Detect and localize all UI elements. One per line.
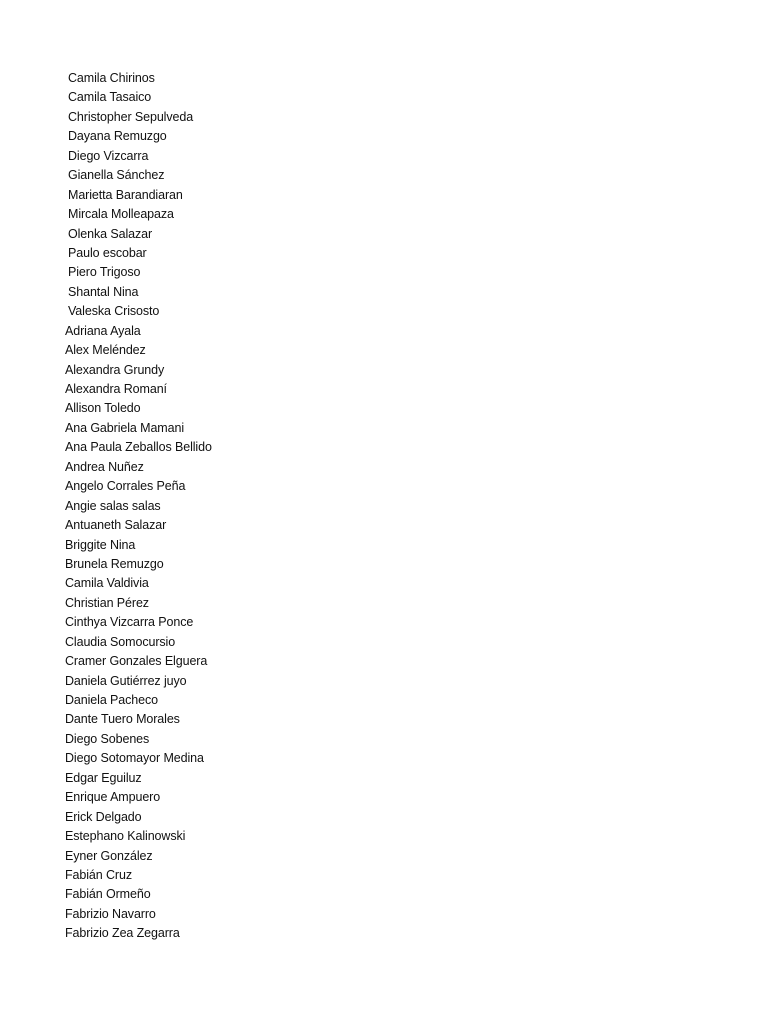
list-item: Angelo Corrales Peña <box>65 479 186 494</box>
list-item: Erick Delgado <box>65 809 142 824</box>
list-item: Mircala Molleapaza <box>68 207 174 222</box>
list-item: Claudia Somocursio <box>65 634 176 649</box>
list-item: Briggite Nina <box>65 537 136 552</box>
list-item: Shantal Nina <box>68 284 139 299</box>
list-item: Alexandra Romaní <box>65 382 167 396</box>
list-item: Camila Tasaico <box>68 90 152 105</box>
list-item: Enrique Ampuero <box>65 790 161 805</box>
list-item: Alexandra Grundy <box>65 362 165 377</box>
list-item: Christopher Sepulveda <box>68 109 194 124</box>
list-item: Fabrizio Zea Zegarra <box>65 926 180 941</box>
list-item: Eyner González <box>65 848 153 863</box>
list-item: Diego Sobenes <box>65 731 150 746</box>
list-item: Antuaneth Salazar <box>65 518 167 533</box>
list-item: Diego Sotomayor Medina <box>65 751 204 766</box>
list-item: Daniela Pacheco <box>65 693 159 707</box>
list-item: Camila Valdivia <box>65 576 149 591</box>
list-item: Diego Vizcarra <box>68 148 149 163</box>
list-item: Fabrizio Navarro <box>65 906 156 921</box>
list-item: Adriana Ayala <box>65 323 141 338</box>
list-item: Ana Paula Zeballos Bellido <box>65 440 212 455</box>
list-item: Fabián Ormeño <box>65 887 151 902</box>
list-item: Allison Toledo <box>65 401 141 416</box>
list-item: Cramer Gonzales Elguera <box>65 654 208 669</box>
list-item: Daniela Gutiérrez juyo <box>65 673 187 688</box>
list-item: Fabián Cruz <box>65 867 132 882</box>
list-item: Olenka Salazar <box>68 226 153 241</box>
list-item: Paulo escobar <box>68 245 147 260</box>
list-item: Piero Trigoso <box>68 265 141 280</box>
name-list <box>0 69 212 944</box>
list-item: Dayana Remuzgo <box>68 129 167 144</box>
list-item: Estephano Kalinowski <box>65 829 186 844</box>
list-item: Cinthya Vizcarra Ponce <box>65 615 194 630</box>
list-item: Ana Gabriela Mamani <box>65 420 184 435</box>
list-item: Edgar Eguiluz <box>65 770 142 785</box>
list-item: Dante Tuero Morales <box>65 712 180 727</box>
list-item: Valeska Crisosto <box>68 304 160 319</box>
list-item: Andrea Nuñez <box>65 459 144 474</box>
list-item: Angie salas salas <box>65 498 161 513</box>
list-item: Gianella Sánchez <box>68 168 165 183</box>
list-item: Camila Chirinos <box>68 71 155 85</box>
list-item: Christian Pérez <box>65 595 149 610</box>
list-item: Alex Meléndez <box>65 343 146 358</box>
list-item: Brunela Remuzgo <box>65 556 164 571</box>
list-item: Marietta Barandiaran <box>68 187 183 202</box>
